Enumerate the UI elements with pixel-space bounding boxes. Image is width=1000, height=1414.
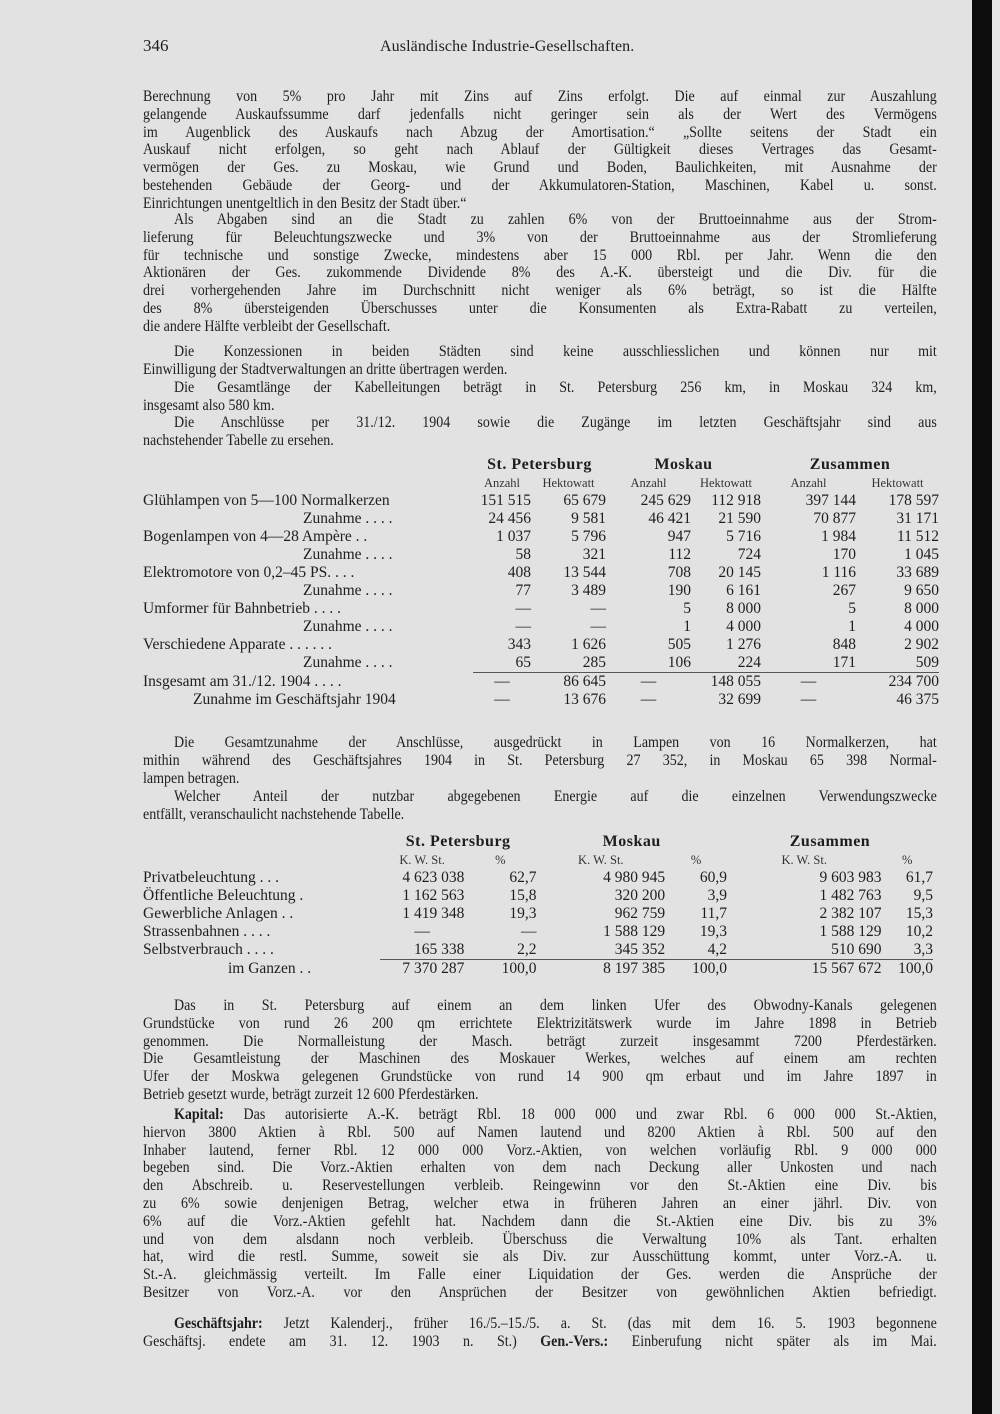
cell: 8 000	[726, 600, 761, 617]
text-line: Die Anschlüsse per 31./12. 1904 sowie die Zugänge im letzten Geschäftsjahr sind aus	[173, 412, 937, 431]
cell: 77	[515, 582, 531, 599]
cell: 46 421	[648, 510, 691, 527]
column-group-st-petersburg: St. Petersburg	[405, 833, 511, 850]
row-label: Zunahme . . . .	[303, 654, 393, 672]
text-run: Das autorisierte A.-K. beträgt Rbl. 18 000 000 und zwar Rbl. 6 000 000 St.-Aktien,	[223, 1104, 937, 1123]
cell: 724	[737, 546, 761, 563]
section-label-kapital: Kapital:	[173, 1104, 224, 1123]
cell: 9 603 983	[819, 869, 882, 886]
column-header: Hektowatt	[699, 476, 753, 490]
cell: 8 197 385	[536, 960, 665, 979]
cell: —	[414, 923, 430, 940]
text-line: 6% auf die Vorz.-Aktien gefehlt hat. Nachdem dann die St.-Aktien eine Div. bis zu 3%	[143, 1210, 937, 1230]
text-run: Geschäftsj. endete am 31. 12. 1903 n. St.)	[143, 1330, 541, 1350]
cell: 2 382 107	[819, 905, 882, 922]
row-label: im Ganzen . .	[228, 959, 312, 977]
cell: 4 000	[726, 618, 761, 635]
column-header: K. W. St.	[781, 853, 827, 867]
table-row	[143, 510, 939, 528]
column-header: Hektowatt	[542, 476, 595, 490]
scan-edge-bar	[972, 0, 992, 1414]
cell: 1 419 348	[402, 905, 465, 922]
text-line: Einrichtungen unentgeltlich in den Besitz der Stadt über.“	[143, 192, 467, 212]
cell: 6 161	[726, 582, 761, 599]
table-row	[143, 887, 933, 905]
energy-usage-table	[143, 833, 933, 978]
column-header: %	[902, 853, 913, 867]
paragraph-auskauf	[143, 86, 937, 212]
paragraph-geschaeftsjahr	[143, 1313, 937, 1350]
cell: 86 645	[531, 673, 606, 692]
cell: 234 700	[856, 673, 939, 692]
cell: 148 055	[691, 673, 761, 692]
cell: 13 676	[563, 691, 606, 708]
text-line: mithin während des Geschäftsjahres 1904 in St. Petersburg 27 352, in Moskau 65 398 Normal-	[143, 749, 937, 769]
cell: 1 482 763	[819, 887, 882, 904]
section-label-geschaeftsjahr: Geschäftsjahr:	[173, 1313, 263, 1332]
cell: 46 375	[896, 691, 939, 708]
row-label: Zunahme im Geschäftsjahr 1904	[193, 691, 396, 708]
page-header	[143, 36, 943, 60]
column-group-st-petersburg: St. Petersburg	[487, 456, 592, 473]
table-row	[143, 582, 939, 600]
cell: —	[494, 691, 510, 708]
cell: 165 338	[413, 941, 465, 958]
text-line	[143, 1105, 937, 1123]
column-group-moskau: Moskau	[654, 456, 713, 473]
cell: 19,3	[699, 923, 727, 940]
cell: 19,3	[509, 905, 537, 922]
cell: 58	[515, 546, 531, 563]
text-line: Auskauf nicht erfolgen, so geht nach Ablauf der Gültigkeit dieses Vertrages das Gesamt-	[143, 139, 937, 159]
cell: —	[590, 600, 606, 617]
connections-table	[143, 456, 939, 709]
paragraph-kabel	[143, 377, 937, 414]
cell: 100,0	[881, 960, 933, 979]
column-group-zusammen: Zusammen	[809, 456, 891, 473]
column-header: K. W. St.	[399, 853, 445, 867]
cell: 171	[832, 654, 856, 671]
row-label: Bogenlampen von 4—28 Ampère . .	[143, 528, 368, 545]
column-header: Anzahl	[630, 476, 667, 490]
column-group-moskau: Moskau	[602, 833, 661, 850]
cell: 4 623 038	[402, 869, 465, 886]
cell: 3 489	[571, 582, 606, 599]
text-line: Berechnung von 5% pro Jahr mit Zins auf Zins erfolgt. Die auf einmal zur Auszahlung	[143, 86, 937, 105]
cell: 1 037	[496, 528, 531, 545]
scan-margin	[992, 0, 1000, 1414]
cell: 20 145	[718, 564, 761, 581]
text-line: bestehenden Gebäude der Georg- und der Akkumulatoren-Station, Maschinen, Kabel u. sonst.	[143, 174, 937, 194]
text-line: Inhaber lautend, ferner Rbl. 12 000 000 Vorz.-Aktien, von welchen vorläufig Rbl. 9 000 000	[143, 1139, 937, 1159]
cell: 5	[848, 600, 856, 617]
cell: —	[520, 923, 537, 940]
column-header: Anzahl	[483, 476, 521, 490]
text-line	[143, 1314, 937, 1332]
running-title: Ausländische Industrie-Gesellschaften.	[380, 38, 635, 55]
cell: 10,2	[905, 923, 933, 940]
row-label: Elektromotore von 0,2–45 PS. . . .	[143, 564, 355, 581]
text-line: die andere Hälfte verbleibt der Gesellschaft.	[143, 315, 391, 335]
cell: 1 588 129	[603, 923, 666, 940]
cell: 1 588 129	[819, 923, 882, 940]
text-line: Grundstücke von rund 26 200 qm errichtete Elektrizitätswerk wurde im Jahre 1898 in Betrieb	[143, 1012, 937, 1032]
row-label: Zunahme . . . .	[303, 582, 393, 599]
table-row	[143, 941, 933, 960]
cell: 15 567 672	[727, 960, 881, 979]
cell: 62,7	[509, 869, 537, 886]
cell: 5 796	[571, 528, 606, 545]
cell: 11 512	[896, 528, 939, 545]
table-row	[143, 618, 939, 636]
text-line: lampen betragen.	[143, 767, 240, 787]
cell: 505	[667, 636, 691, 653]
cell: 285	[582, 654, 606, 671]
table-row	[143, 546, 939, 564]
text-line: zu 6% sowie denjenigen Betrag, welcher etwa in früheren Jahren an einer jährl. Div. von	[143, 1192, 937, 1212]
cell: 21 590	[718, 510, 761, 527]
cell: 11,7	[700, 905, 727, 922]
cell: 947	[667, 528, 691, 545]
cell: 15,8	[509, 887, 537, 904]
text-line: lieferung für Beleuchtungszwecke und 3% von der Bruttoeinnahme aus der Stromlieferung	[143, 226, 937, 246]
cell: 343	[507, 636, 531, 653]
text-line: Die Konzessionen in beiden Städten sind keine ausschliesslichen und können nur mit	[173, 341, 937, 360]
cell: —	[606, 673, 691, 692]
text-line: Besitzer von Vorz.-A. vor den Ansprüchen der Besitzer von gewöhnlichen Aktien befriedigt.	[143, 1281, 937, 1301]
cell: 1 276	[726, 636, 761, 653]
cell: 245 629	[640, 492, 691, 509]
row-label: Strassenbahnen . . . .	[143, 923, 271, 940]
cell: 8 000	[904, 600, 939, 617]
text-line: vermögen der Ges. zu Moskau, wie Grund und Boden, Baulichkeiten, mit Ausnahme der	[143, 157, 937, 177]
cell: 33 689	[896, 564, 939, 581]
paragraph-elektrizitaetswerk	[143, 995, 937, 1103]
column-header: %	[495, 853, 506, 867]
row-label: Insgesamt am 31./12. 1904 . . . .	[143, 672, 342, 690]
table-row	[143, 528, 939, 546]
cell: —	[473, 673, 531, 692]
text-line: nachstehender Tabelle zu ersehen.	[143, 429, 334, 449]
cell: 13 544	[563, 564, 606, 581]
text-line: genommen. Die Normalleistung der Masch. beträgt zurzeit insgesammt 7200 Pferdestärken.	[143, 1030, 937, 1050]
cell: 65 679	[563, 492, 606, 509]
cell: 100,0	[665, 960, 727, 979]
cell: 5	[683, 600, 691, 617]
total-row	[143, 673, 939, 692]
cell: 345 352	[614, 941, 666, 958]
cell: 3,3	[913, 941, 933, 958]
column-header: Hektowatt	[871, 476, 924, 490]
cell: 32 699	[718, 691, 761, 708]
section-label-gen-vers: Gen.-Vers.:	[540, 1330, 609, 1350]
table-row	[143, 636, 939, 654]
table-row	[143, 492, 939, 510]
row-label: Zunahme . . . .	[303, 510, 393, 527]
text-line: des 8% übersteigenden Überschusses unter die Konsumenten als Extra-Rabatt zu verteilen,	[143, 297, 937, 317]
text-line: Welcher Anteil der nutzbar abgegebenen Energie auf die einzelnen Verwendungszwecke	[173, 786, 937, 805]
text-line	[143, 1332, 937, 1350]
cell: —	[640, 691, 657, 708]
cell: 31 171	[896, 510, 939, 527]
paragraph-abgaben	[143, 209, 937, 335]
column-group-zusammen: Zusammen	[789, 833, 871, 850]
cell: 1 984	[821, 528, 856, 545]
text-line: Die Gesamtzunahme der Anschlüsse, ausgedrückt in Lampen von 16 Normalkerzen, hat	[173, 732, 937, 751]
paragraph-kapital	[143, 1104, 937, 1301]
cell: 4 000	[904, 618, 939, 635]
text-line: begeben sind. Die Vorz.-Aktien erhalten von dem nach Deckung aller Unkosten und nach	[143, 1157, 937, 1177]
row-label: Privatbeleuchtung . . .	[143, 869, 280, 886]
table-row	[143, 654, 939, 673]
total-row	[143, 960, 933, 979]
cell: 4 980 945	[603, 869, 666, 886]
cell: 190	[667, 582, 691, 599]
paragraph-konzessionen	[143, 341, 937, 378]
cell: 224	[737, 654, 761, 671]
text-run: Einberufung nicht später als im Mai.	[608, 1330, 937, 1350]
row-label: Umformer für Bahnbetrieb . . . .	[143, 600, 341, 617]
text-line: Das in St. Petersburg auf einem an dem linken Ufer des Obwodny-Kanals gelegenen	[173, 995, 937, 1014]
cell: —	[590, 618, 606, 635]
cell: 3,9	[707, 887, 727, 904]
cell: 2 902	[904, 636, 939, 653]
cell: 7 370 287	[380, 960, 464, 979]
text-line: gelangende Auskaufssumme darf jedenfalls nicht geringer sein als der Wert des Vermögens	[143, 103, 937, 123]
table-row	[143, 600, 939, 618]
cell: 510 690	[831, 941, 882, 958]
cell: 320 200	[614, 887, 666, 904]
text-line: Die Gesamtlänge der Kabelleitungen beträgt in St. Petersburg 256 km, in Moskau 324 km,	[173, 377, 937, 396]
cell: 151 515	[480, 492, 531, 509]
cell: 962 759	[614, 905, 666, 922]
text-line: den Abschreib. u. Reservestellungen verbleib. Reingewinn vor den St.-Aktien eine Div. bis	[143, 1175, 937, 1195]
text-run: Jetzt Kalenderj., früher 16./5.–15./5. a. St. (das mit dem 16. 5. 1903 begonnene	[262, 1313, 937, 1332]
cell: 1 162 563	[402, 887, 465, 904]
cell: 848	[832, 636, 856, 653]
text-line: und von dem alsdann noch verbleib. Überschuss die Verwaltung 10% als Tant. erhalten	[143, 1228, 937, 1248]
table-row	[143, 905, 933, 923]
row-label: Gewerbliche Anlagen . .	[143, 905, 294, 922]
text-line: Aktionären der Ges. zukommende Dividende 8% des A.-K. übersteigt und die Div. für die	[143, 262, 937, 282]
row-label: Verschiedene Apparate . . . . . .	[143, 636, 332, 653]
cell: 1 626	[571, 636, 606, 653]
text-line: im Augenblick des Auskaufs nach Abzug der Amortisation.“ „Sollte seitens der Stadt ein	[143, 121, 937, 141]
row-label: Selbstverbrauch . . . .	[143, 941, 274, 959]
cell: 106	[667, 654, 691, 671]
cell: 408	[507, 564, 531, 581]
text-line: insgesamt also 580 km.	[143, 394, 275, 414]
cell: 9,5	[913, 887, 933, 904]
total-row	[143, 691, 939, 709]
cell: 1 045	[904, 546, 939, 563]
cell: —	[800, 691, 817, 708]
cell: 321	[582, 546, 606, 563]
paragraph-gesamtzunahme	[143, 732, 937, 787]
text-line: für technische und sonstige Zwecke, mindestens aber 15 000 Rbl. per Jahr. Wenn die den	[143, 244, 937, 264]
cell: 2,2	[517, 941, 537, 958]
text-line: hat, wird die restl. Summe, soweit sie als Div. zur Ausschüttung kommt, unter Vorz.-A. u.	[143, 1246, 937, 1266]
text-line: hiervon 3800 Aktien à Rbl. 500 auf Namen lautend und 8200 Aktien à Rbl. 500 auf den	[143, 1121, 937, 1141]
cell: 9 581	[571, 510, 606, 527]
text-line: Die Gesamtleistung der Maschinen des Moskauer Werkes, welches auf einem am rechten	[143, 1048, 937, 1068]
column-header: K. W. St.	[578, 853, 624, 867]
text-line: drei vorhergehenden Jahre im Durchschnitt nicht weniger als 6% beträgt, so ist die Hälfte	[143, 280, 937, 300]
page-number: 346	[143, 36, 169, 55]
cell: 397 144	[805, 492, 856, 509]
cell: 9 650	[904, 582, 939, 599]
cell: 112 918	[711, 492, 761, 509]
text-line: entfällt, veranschaulicht nachstehende Tabelle.	[143, 803, 405, 823]
text-line: Ufer der Moskwa gelegenen Grundstücke von rund 14 900 qm erbaut und im Jahre 1897 in	[143, 1066, 937, 1086]
cell: 1	[683, 618, 691, 635]
row-label: Zunahme . . . .	[303, 618, 393, 635]
cell: 70 877	[813, 510, 856, 527]
cell: 4,2	[707, 941, 727, 958]
cell: 15,3	[905, 905, 933, 922]
table-row	[143, 869, 933, 887]
paragraph-anschluesse	[143, 412, 937, 449]
table-row	[143, 923, 933, 941]
text-line: Betrieb gesetzt wurde, beträgt zurzeit 12 600 Pferdestärken.	[143, 1083, 479, 1103]
cell: 178 597	[888, 492, 939, 509]
row-label: Öffentliche Beleuchtung .	[143, 887, 304, 904]
column-header: %	[690, 853, 702, 867]
cell: 1 116	[821, 564, 856, 581]
row-label: Glühlampen von 5—100 Normalkerzen	[143, 492, 390, 509]
cell: 100,0	[464, 960, 536, 979]
cell: 60,9	[699, 869, 727, 886]
column-header: Anzahl	[790, 476, 827, 490]
cell: —	[761, 673, 856, 692]
cell: 267	[832, 582, 856, 599]
table-row	[143, 564, 939, 582]
row-label: Zunahme . . . .	[303, 546, 393, 563]
cell: 112	[668, 546, 691, 563]
cell: —	[515, 600, 531, 617]
text-line: St.-A. gleichmässig verteilt. Im Falle einer Liquidation der Ges. werden die Ansprüche der	[143, 1264, 937, 1284]
cell: 708	[667, 564, 691, 581]
cell: 5 716	[726, 528, 761, 545]
cell: —	[515, 618, 531, 635]
cell: 170	[832, 546, 856, 563]
text-line: Einwilligung der Stadtverwaltungen an dritte übertragen werden.	[143, 358, 508, 378]
cell: 509	[915, 654, 939, 671]
cell: 24 456	[488, 510, 531, 527]
cell: 65	[515, 654, 531, 671]
paragraph-energieanteil	[143, 786, 937, 823]
text-line: Als Abgaben sind an die Stadt zu zahlen 6% von der Bruttoeinnahme aus der Strom-	[173, 209, 937, 228]
cell: 1	[848, 618, 856, 635]
cell: 61,7	[905, 869, 933, 886]
